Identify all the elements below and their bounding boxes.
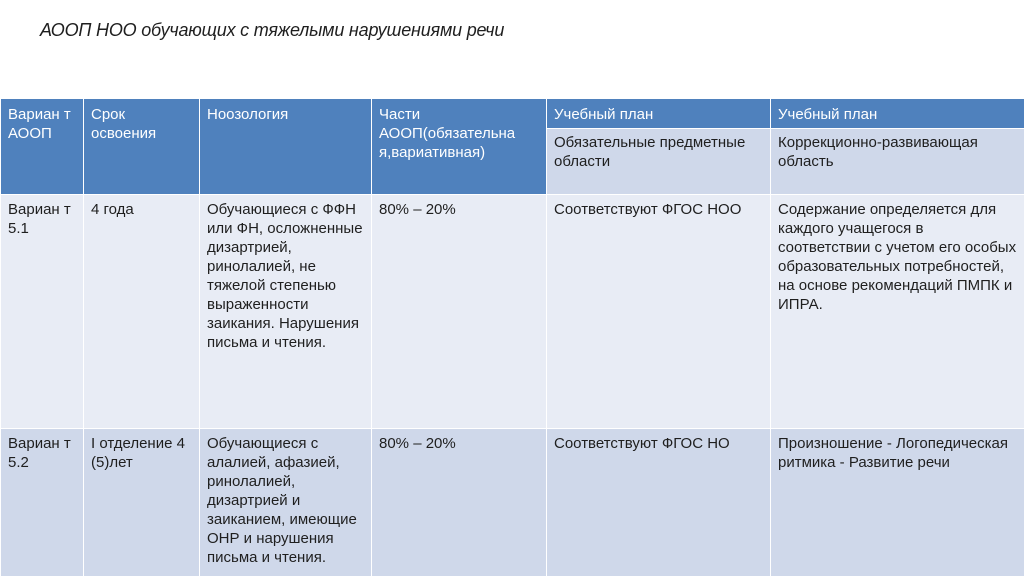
header-variant: Вариан т АООП bbox=[1, 99, 84, 195]
cell-nosology: Обучающиеся с ФФН или ФН, осложненные дизартрией, ринолалией, не тяжелой степенью выраженности заикания. Нарушения письма и чтения. bbox=[200, 195, 372, 429]
table-row bbox=[1, 195, 1024, 429]
slide-title: АООП НОО обучающих с тяжелыми нарушениями речи bbox=[40, 20, 505, 40]
cell-variant: Вариан т 5.1 bbox=[1, 195, 84, 429]
subheader-correction: Коррекционно-развивающая область bbox=[771, 129, 1024, 195]
cell-parts: 80% – 20% bbox=[372, 429, 547, 576]
cell-plan-correction: Произношение - Логопедическая ритмика - Развитие речи bbox=[771, 429, 1024, 576]
header-nosology: Ноозология bbox=[200, 99, 372, 195]
cell-variant: Вариан т 5.2 bbox=[1, 429, 84, 576]
table-row bbox=[1, 429, 1024, 576]
cell-duration: I отделение 4 (5)лет bbox=[84, 429, 200, 576]
cell-plan-mandatory: Соответствуют ФГОС НО bbox=[547, 429, 771, 576]
header-duration: Срок освоения bbox=[84, 99, 200, 195]
header-parts: Части АООП(обязательна я,вариативная) bbox=[372, 99, 547, 195]
header-plan-correction: Учебный план bbox=[771, 99, 1024, 129]
table-container bbox=[0, 98, 1024, 576]
subheader-mandatory: Обязательные предметные области bbox=[547, 129, 771, 195]
cell-plan-mandatory: Соответствуют ФГОС НОО bbox=[547, 195, 771, 429]
aoop-table bbox=[0, 98, 1024, 576]
cell-parts: 80% – 20% bbox=[372, 195, 547, 429]
cell-nosology: Обучающиеся с алалией, афазией, ринолалией, дизартрией и заиканием, имеющие ОНР и нарушения письма и чтения. bbox=[200, 429, 372, 576]
header-plan-mandatory: Учебный план bbox=[547, 99, 771, 129]
cell-plan-correction: Содержание определяется для каждого учащегося в соответствии с учетом его особых образовательных потребностей, на основе рекомендаций ПМПК и ИПРА. bbox=[771, 195, 1024, 429]
header-row bbox=[1, 99, 1024, 129]
cell-duration: 4 года bbox=[84, 195, 200, 429]
